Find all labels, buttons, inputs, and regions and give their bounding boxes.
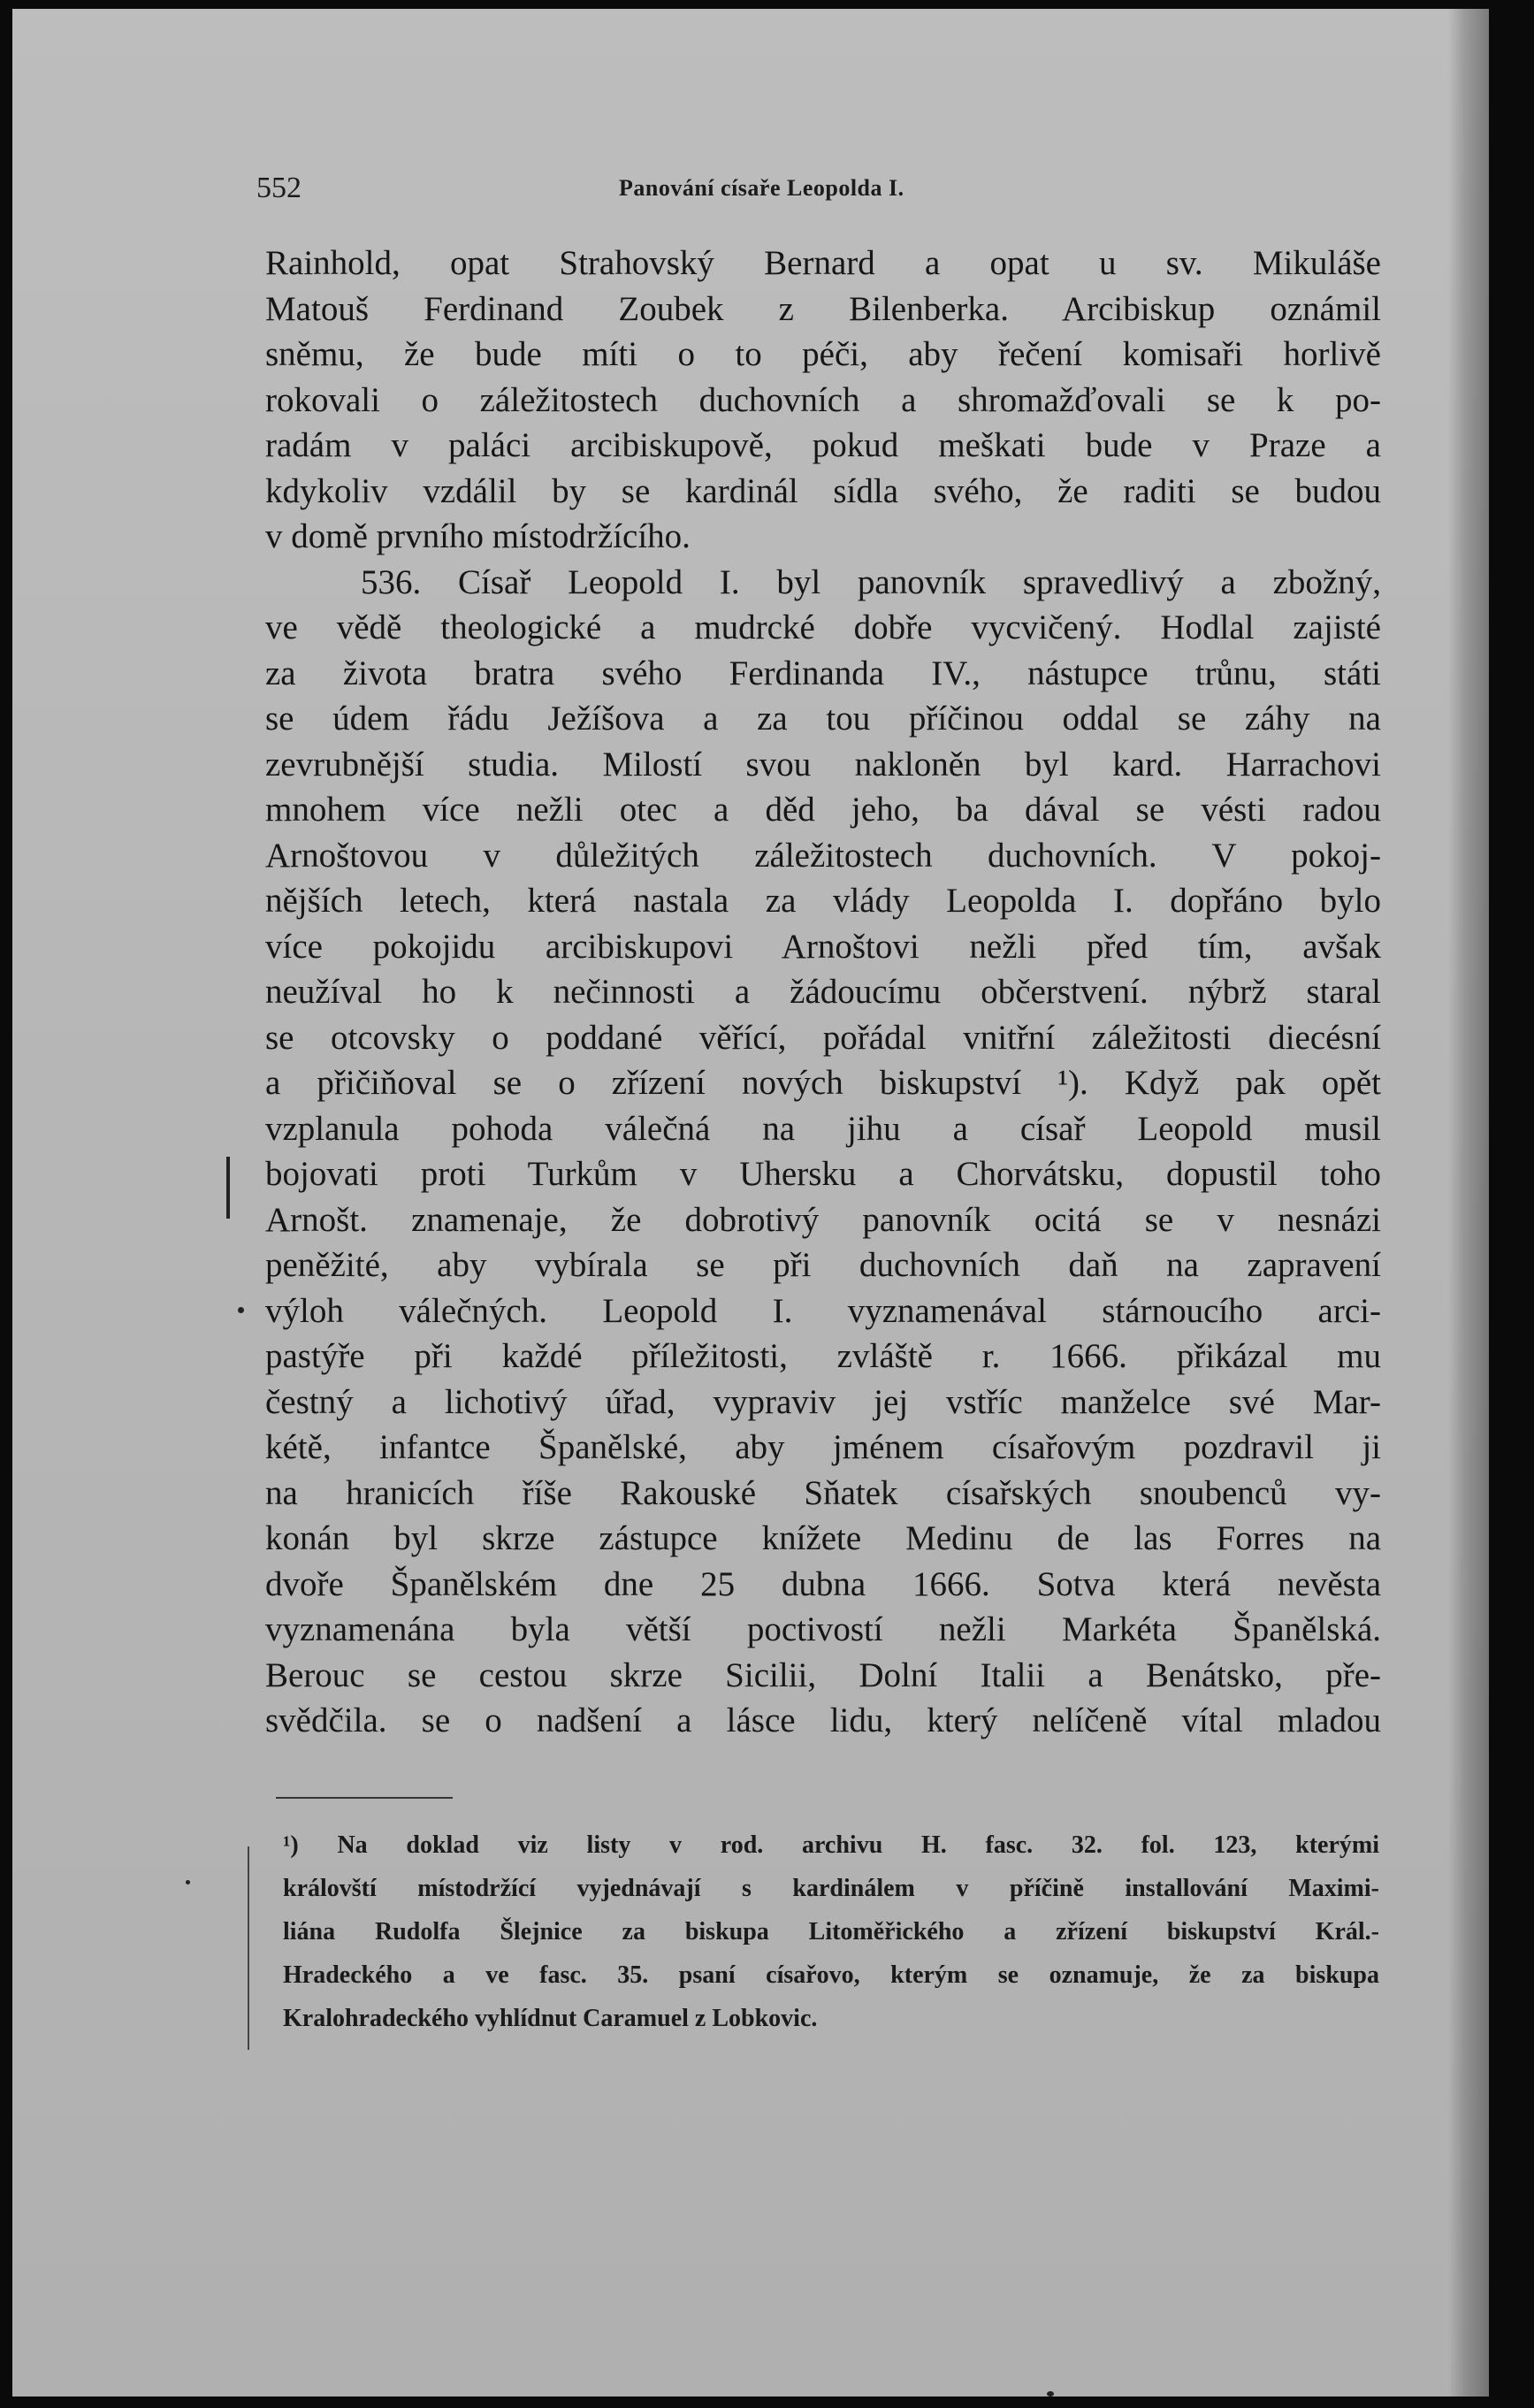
running-title: Panování císaře Leopolda I.: [619, 175, 904, 201]
ink-speck: [186, 1880, 190, 1884]
footnotes: [283, 1823, 1379, 2040]
text-line: vyznamenána byla větší poctivostí nežli Markéta Španělská.: [265, 1610, 1381, 1648]
margin-pencil-mark: [226, 1157, 230, 1219]
text-line: mnohem více nežli otec a děd jeho, ba dával se vésti radou: [265, 791, 1381, 829]
text-line: na hranicích říše Rakouské Sňatek císařských snoubenců vy-: [265, 1473, 1381, 1512]
text-line: rokovali o záležitostech duchovních a shromažďovali se k po-: [265, 380, 1381, 419]
text-line: Arnoštovou v důležitých záležitostech duchovních. V pokoj-: [265, 836, 1381, 875]
text-line: se otcovsky o poddané věřící, pořádal vnitřní záležitosti diecésní: [265, 1018, 1381, 1057]
text-line: kdykoliv vzdálil by se kardinál sídla svého, že raditi se budou: [265, 471, 1381, 510]
text-line: sněmu, že bude míti o to péči, aby řečení komisaři horlivě: [265, 335, 1381, 373]
text-line: konán byl skrze zástupce knížete Medinu de las Forres na: [265, 1519, 1381, 1557]
text-line: peněžité, aby vybírala se při duchovních daň na zapravení: [265, 1246, 1381, 1284]
footnote-line: ¹) Na doklad viz listy v rod. archivu H. fasc. 32. fol. 123, kterými: [283, 1831, 1379, 1859]
text-line: Matouš Ferdinand Zoubek z Bilenberka. Arcibiskup oznámil: [265, 289, 1381, 328]
ink-speck: [238, 1307, 244, 1313]
binding-shadow: [1448, 9, 1489, 2397]
text-line: za života bratra svého Ferdinanda IV., nástupce trůnu, státi: [265, 654, 1381, 692]
footnote-line: Hradeckého a ve fasc. 35. psaní císařovo, kterým se oznamuje, že za biskupa: [283, 1961, 1379, 1989]
ink-speck: [1047, 2391, 1054, 2397]
footnote-line: liána Rudolfa Šlejnice za biskupa Litoměřického a zřízení biskupství Král.-: [283, 1918, 1379, 1946]
text-line: se údem řádu Ježíšova a za tou příčinou oddal se záhy na: [265, 699, 1381, 738]
text-line: Arnošt. znamenaje, že dobrotivý panovník ocitá se v nesnázi: [265, 1200, 1381, 1239]
text-line: vzplanula pohoda válečná na jihu a císař Leopold musil: [265, 1109, 1381, 1148]
page-header: [256, 172, 1379, 216]
paragraph-start-line: 536. Císař Leopold I. byl panovník spravedlivý a zbožný,: [361, 562, 1381, 601]
footnote-divider: [276, 1797, 453, 1799]
scanned-book-page: [12, 9, 1489, 2397]
text-line: výloh válečných. Leopold I. vyznamenával stárnoucího arci-: [265, 1291, 1381, 1330]
margin-pencil-mark: [248, 1846, 249, 2050]
text-line: zevrubnější studia. Milostí svou nakloněn byl kard. Harrachovi: [265, 745, 1381, 784]
text-line: pastýře při každé příležitosti, zvláště r. 1666. přikázal mu: [265, 1337, 1381, 1375]
text-line: Rainhold, opat Strahovský Bernard a opat u sv. Mikuláše: [265, 244, 1381, 282]
text-line: svědčila. se o nadšení a lásce lidu, který nelíčeně vítal mladou: [265, 1701, 1381, 1739]
text-line: více pokojidu arcibiskupovi Arnoštovi nežli před tím, avšak: [265, 927, 1381, 966]
text-line: dvoře Španělském dne 25 dubna 1666. Sotva která nevěsta: [265, 1564, 1381, 1603]
text-line: ve vědě theologické a mudrcké dobře vycvičený. Hodlal zajisté: [265, 608, 1381, 646]
page-number: 552: [256, 172, 301, 204]
text-line: nějších letech, která nastala za vlády Leopolda I. dopřáno bylo: [265, 882, 1381, 920]
text-line: neužíval ho k nečinnosti a žádoucímu občerstvení. nýbrž staral: [265, 973, 1381, 1011]
footnote-line: královští místodržící vyjednávají s kardinálem v příčině installování Maximi-: [283, 1875, 1379, 1902]
text-line: kétě, infantce Španělské, aby jménem císařovým pozdravil ji: [265, 1428, 1381, 1466]
text-line: a přičiňoval se o zřízení nových biskupství ¹). Když pak opět: [265, 1064, 1381, 1102]
text-line: v domě prvního místodržícího.: [265, 517, 691, 555]
footnote-line: Kralohradeckého vyhlídnut Caramuel z Lobkovic.: [283, 2005, 818, 2032]
text-line: bojovati proti Turkům v Uhersku a Chorvátsku, dopustil toho: [265, 1155, 1381, 1193]
text-line: radám v paláci arcibiskupově, pokud meškati bude v Praze a: [265, 426, 1381, 464]
text-line: Berouc se cestou skrze Sicilii, Dolní Italii a Benátsko, pře-: [265, 1655, 1381, 1694]
text-line: čestný a lichotivý úřad, vypraviv jej vstříc manželce své Mar-: [265, 1382, 1381, 1421]
main-text: [265, 241, 1381, 1744]
